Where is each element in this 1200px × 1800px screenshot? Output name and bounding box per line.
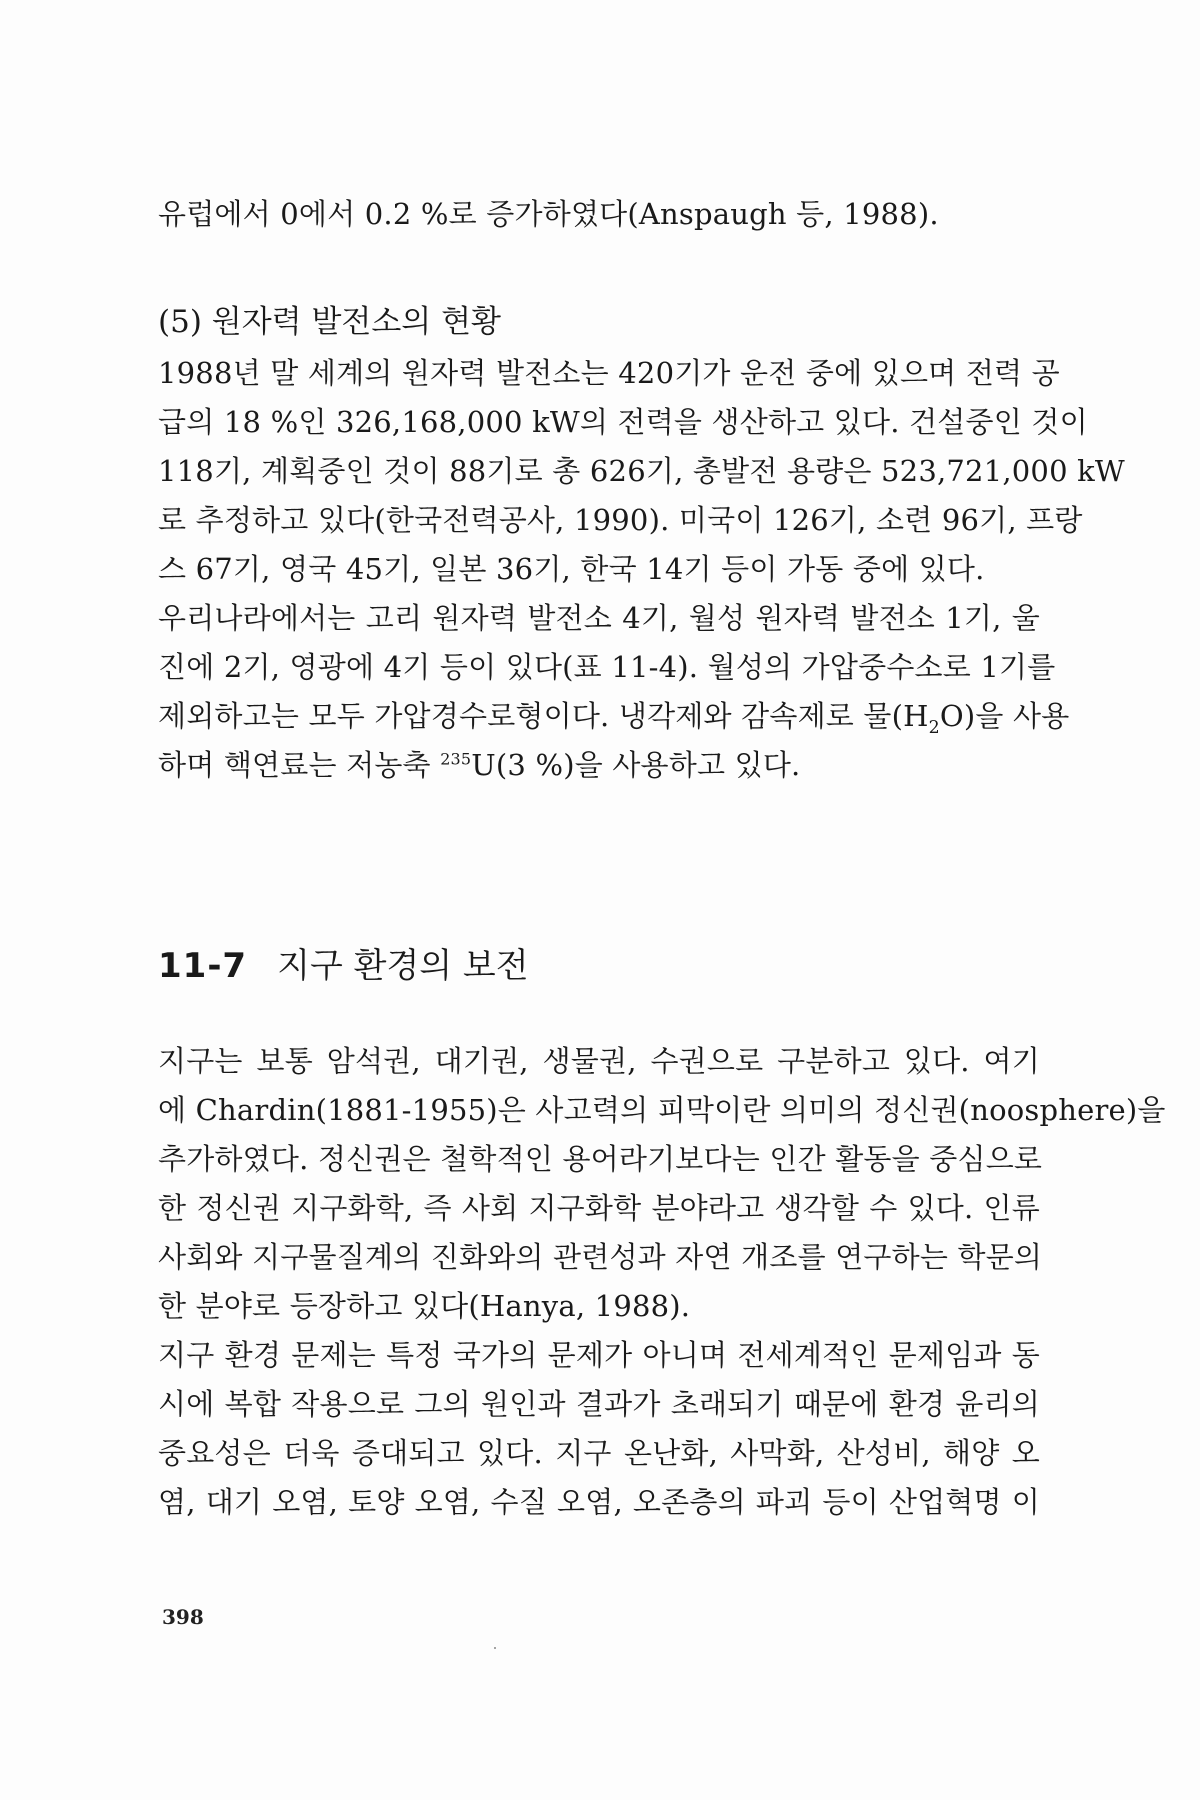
text-line-h2o (158, 692, 1070, 741)
scan-speck (494, 1647, 496, 1649)
text-line: 한 분야로 등장하고 있다(Hanya, 1988). (158, 1289, 691, 1323)
text-line: 추가하였다. 정신권은 철학적인 용어라기보다는 인간 활동을 중심으로 (158, 1142, 1043, 1176)
subsection-heading: (5) 원자력 발전소의 현황 (158, 304, 501, 340)
text-line: 스 67기, 영국 45기, 일본 36기, 한국 14기 등이 가동 중에 있다. (158, 552, 985, 586)
section-heading (158, 944, 529, 988)
text-line: 118기, 계획중인 것이 88기로 총 626기, 총발전 용량은 523,721,000 kW (158, 454, 1125, 488)
continuation-paragraph (158, 190, 1040, 239)
text-line: 진에 2기, 영광에 4기 등이 있다(표 11-4). 월성의 가압중수소로 1기를 (158, 650, 1056, 684)
text-line: 로 추정하고 있다(한국전력공사, 1990). 미국이 126기, 소련 96기, 프랑 (158, 503, 1083, 537)
text-line: 사회와 지구물질계의 진화와의 관련성과 자연 개조를 연구하는 학문의 (158, 1240, 1043, 1274)
superscript: 235 (440, 749, 472, 769)
text-line: 유럽에서 0에서 0.2 %로 증가하였다(Anspaugh 등, 1988). (158, 197, 939, 231)
text-line: 염, 대기 오염, 토양 오염, 수질 오염, 오존층의 파괴 등이 산업혁명 이 (158, 1485, 1040, 1519)
text-line: 중요성은 더욱 증대되고 있다. 지구 온난화, 사막화, 산성비, 해양 오 (158, 1436, 1040, 1470)
text-fragment: 제외하고는 모두 가압경수로형이다. 냉각제와 감속제로 물(H (158, 699, 929, 733)
text-fragment: U(3 %)을 사용하고 있다. (471, 748, 801, 782)
text-line: 1988년 말 세계의 원자력 발전소는 420기가 운전 중에 있으며 전력 공 (158, 356, 1060, 390)
text-fragment: 하며 핵연료는 저농축 (158, 748, 441, 782)
text-line: 지구는 보통 암석권, 대기권, 생물권, 수권으로 구분하고 있다. 여기 (158, 1044, 1040, 1078)
text-line: 우리나라에서는 고리 원자력 발전소 4기, 월성 원자력 발전소 1기, 울 (158, 601, 1040, 635)
text-line: 한 정신권 지구화학, 즉 사회 지구화학 분야라고 생각할 수 있다. 인류 (158, 1191, 1040, 1225)
section-title: 지구 환경의 보전 (277, 946, 529, 986)
page-number: 398 (162, 1605, 204, 1629)
subscript: 2 (928, 717, 940, 738)
text-line: 급의 18 %인 326,168,000 kW의 전력을 생산하고 있다. 건설중인 것이 (158, 405, 1088, 439)
paragraph-nuclear-plants-world (158, 349, 1125, 594)
text-line: 에 Chardin(1881-1955)은 사고력의 피막이란 의미의 정신권(noosphere)을 (158, 1093, 1166, 1127)
text-line: 지구 환경 문제는 특정 국가의 문제가 아니며 전세계적인 문제임과 동 (158, 1338, 1040, 1372)
text-line: 시에 복합 작용으로 그의 원인과 결과가 초래되기 때문에 환경 윤리의 (158, 1387, 1040, 1421)
paragraph-global-environment (158, 1331, 1040, 1527)
paragraph-noosphere (158, 1037, 1166, 1331)
text-line-uranium (158, 741, 1040, 790)
section-number: 11-7 (158, 946, 248, 986)
paragraph-nuclear-plants-korea (158, 594, 1070, 790)
text-fragment: O)을 사용 (939, 699, 1070, 733)
